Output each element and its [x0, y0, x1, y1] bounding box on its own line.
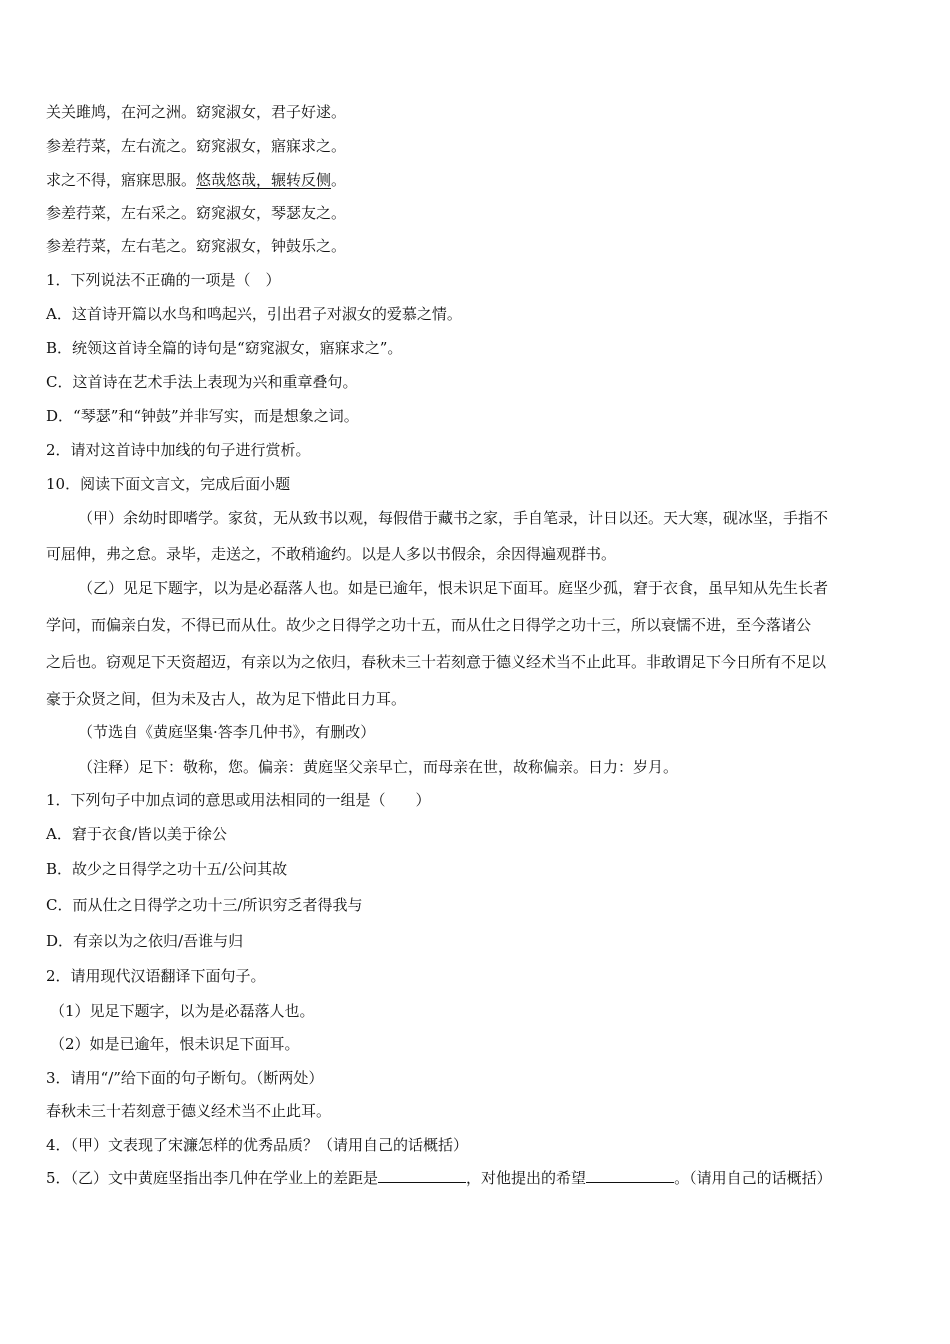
sub-question-5	[46, 1160, 908, 1196]
sub-question-5-post: 。（请用自己的话概括）	[674, 1169, 832, 1187]
sub-question-3: 3．请用“/”给下面的句子断句。（断两处）	[46, 1069, 324, 1087]
poem-line-3	[46, 170, 346, 190]
answer-blank-2[interactable]	[586, 1168, 674, 1183]
poem-line-1: 关关雎鸠，在河之洲。窈窕淑女，君子好逑。	[46, 103, 347, 121]
poem-line-2: 参差荇菜，左右流之。窈窕淑女，寤寐求之。	[46, 137, 347, 155]
passage-yi-line-4: 豪于众贤之间，但为未及古人，故为足下惜此日力耳。	[46, 690, 407, 708]
sub-question-5-mid: ，对他提出的希望	[466, 1169, 587, 1187]
underlined-phrase: 悠哉悠哉，辗转反侧	[196, 171, 332, 189]
option-a: A．这首诗开篇以水鸟和鸣起兴，引出君子对淑女的爱慕之情。	[46, 305, 462, 323]
sentence-to-punctuate: 春秋未三十若刻意于德义经术当不止此耳。	[46, 1102, 332, 1120]
passage-yi-line-1: （乙）见足下题字，以为是必磊落人也。如是已逾年，恨未识足下面耳。庭坚少孤，窘于衣食，虽早知从先生长者	[78, 579, 829, 597]
sub-option-b: B．故少之日得学之功十五/公问其故	[46, 860, 288, 878]
passage-jia-line-2: 可屈伸，弗之怠。录毕，走送之，不敢稍逾约。以是人多以书假余，余因得遍观群书。	[46, 545, 617, 563]
sub-question-1: 1．下列句子中加点词的意思或用法相同的一组是（ ）	[46, 791, 431, 809]
poem-line-5: 参差荇菜，左右芼之。窈窕淑女，钟鼓乐之。	[46, 237, 347, 255]
passage-yi-line-2: 学问，而偏亲白发，不得已而从仕。故少之日得学之功十五，而从仕之日得学之功十三，所以衰懦不进，至今落诸公	[46, 616, 812, 634]
option-c: C．这首诗在艺术手法上表现为兴和重章叠句。	[46, 373, 358, 391]
sub-question-4: 4．（甲）文表现了宋濂怎样的优秀品质？（请用自己的话概括）	[46, 1136, 469, 1154]
passage-yi-line-3: 之后也。窃观足下天资超迈，有亲以为之依归，春秋未三十若刻意于德义经术当不止此耳。非敢谓足下今日所有不足以	[46, 653, 827, 671]
sub-option-a: A．窘于衣食/皆以美于徐公	[46, 825, 227, 843]
translate-item-1: （1）见足下题字，以为是必磊落人也。	[50, 1002, 315, 1020]
poem-line-4: 参差荇菜，左右采之。窈窕淑女，琴瑟友之。	[46, 204, 347, 222]
question-2: 2．请对这首诗中加线的句子进行赏析。	[46, 441, 311, 459]
sub-option-c: C．而从仕之日得学之功十三/所识穷乏者得我与	[46, 896, 363, 914]
sub-question-5-pre: 5．（乙）文中黄庭坚指出李几仲在学业上的差距是	[46, 1169, 379, 1187]
answer-blank-1[interactable]	[378, 1168, 466, 1183]
question-10-heading: 10．阅读下面文言文，完成后面小题	[46, 475, 291, 493]
sub-question-2: 2．请用现代汉语翻译下面句子。	[46, 967, 266, 985]
passage-jia-line-1: （甲）余幼时即嗜学。家贫，无从致书以观，每假借于藏书之家，手自笔录，计日以还。天大寒，砚冰坚，手指不	[78, 509, 829, 527]
option-d: D．“琴瑟”和“钟鼓”并非写实，而是想象之词。	[46, 407, 359, 425]
sub-option-d: D．有亲以为之依归/吾谁与归	[46, 932, 244, 950]
passage-notes: （注释）足下：敬称，您。偏亲：黄庭坚父亲早亡，而母亲在世，故称偏亲。日力：岁月。	[78, 758, 679, 776]
question-1: 1．下列说法不正确的一项是（ ）	[46, 271, 281, 289]
poem-line-3-post: 。	[331, 171, 347, 189]
passage-source: （节选自《黄庭坚集·答李几仲书》，有删改）	[78, 723, 376, 741]
poem-line-3-pre: 求之不得，寤寐思服。	[46, 171, 197, 189]
option-b: B．统领这首诗全篇的诗句是“窈窕淑女，寤寐求之”。	[46, 339, 403, 357]
translate-item-2: （2）如是已逾年，恨未识足下面耳。	[50, 1035, 300, 1053]
